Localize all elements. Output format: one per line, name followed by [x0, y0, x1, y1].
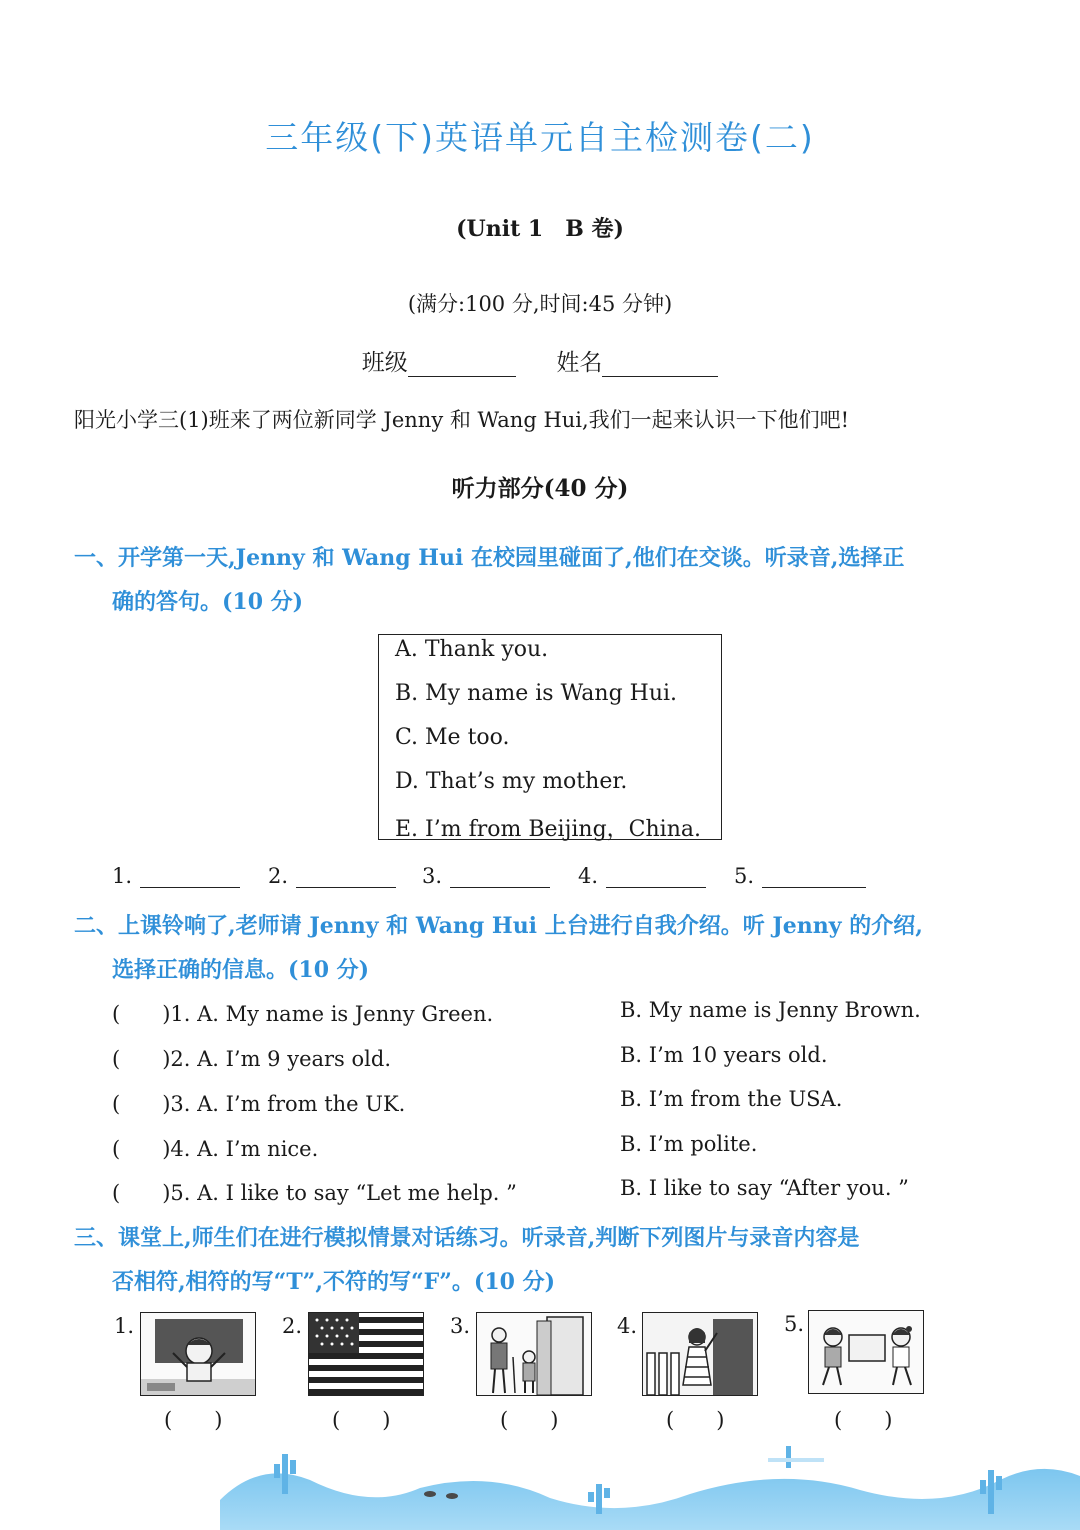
- answer-blank[interactable]: [140, 887, 240, 888]
- kids-box-icon: [809, 1311, 924, 1394]
- picture-usa-flag: [308, 1312, 424, 1396]
- picture-answer-paren[interactable]: ( ): [332, 1408, 391, 1432]
- answer-blank[interactable]: [762, 887, 866, 888]
- q2-item-3-a[interactable]: ( )3. A. I’m from the UK.: [112, 1092, 406, 1116]
- q2-heading-line2: 选择正确的信息。(10 分): [112, 957, 370, 983]
- q1-answer-3: [422, 864, 550, 888]
- q2-item-1-b: B. My name is Jenny Brown.: [620, 998, 921, 1022]
- girl-gate-icon: [643, 1313, 758, 1396]
- q2-item-3-b: B. I’m from the USA.: [620, 1087, 843, 1111]
- q3-heading: [74, 1216, 859, 1304]
- picture-girl-at-gate: [642, 1312, 758, 1396]
- q2-heading: [74, 904, 923, 992]
- q1-option-c: C. Me too.: [395, 725, 510, 750]
- boy-waving-icon: [141, 1313, 256, 1396]
- q1-heading-line1: 一、开学第一天,Jenny 和 Wang Hui 在校园里碰面了,他们在交谈。听录音,选择正: [74, 545, 905, 571]
- picture-boy-greeting: [140, 1312, 256, 1396]
- answer-number: 4.: [578, 864, 599, 888]
- picture-answer-paren[interactable]: ( ): [164, 1408, 223, 1432]
- score-time-info: (满分:100 分,时间:45 分钟): [407, 292, 673, 316]
- q1-answer-1: [112, 864, 240, 888]
- q3-heading-line2: 否相符,相符的写“T”,不符的写“F”。(10 分): [112, 1269, 556, 1295]
- picture-answer-paren[interactable]: ( ): [500, 1408, 559, 1432]
- name-label: 姓名: [556, 350, 603, 376]
- name-row: [0, 344, 1080, 377]
- us-flag-icon: [309, 1313, 424, 1396]
- picture-number: 5.: [784, 1312, 805, 1336]
- listening-section-title: 听力部分(40 分): [451, 475, 629, 502]
- q2-item-2-a[interactable]: ( )2. A. I’m 9 years old.: [112, 1047, 391, 1071]
- q1-option-b: B. My name is Wang Hui.: [395, 681, 678, 706]
- intro-text: 阳光小学三(1)班来了两位新同学 Jenny 和 Wang Hui,我们一起来认识一下他们吧!: [74, 408, 850, 432]
- picture-answer-paren[interactable]: ( ): [834, 1408, 893, 1432]
- picture-number: 2.: [282, 1314, 303, 1338]
- old-man-door-icon: [477, 1313, 592, 1396]
- class-label: 班级: [361, 350, 408, 376]
- q1-option-a: A. Thank you.: [395, 637, 549, 662]
- picture-kids-carry-box: [808, 1310, 924, 1394]
- page-title: 三年级(下)英语单元自主检测卷(二): [265, 118, 815, 157]
- picture-number: 3.: [450, 1314, 471, 1338]
- q1-options-box: [378, 634, 722, 840]
- name-blank[interactable]: [602, 376, 718, 377]
- q2-item-5-a[interactable]: ( )5. A. I like to say “Let me help. ”: [112, 1181, 517, 1205]
- q1-heading: [74, 536, 904, 624]
- q2-item-2-b: B. I’m 10 years old.: [620, 1043, 828, 1067]
- unit-subtitle: (Unit 1 B 卷): [456, 216, 624, 242]
- q2-item-4-a[interactable]: ( )4. A. I’m nice.: [112, 1137, 319, 1161]
- picture-door-after-you: [476, 1312, 592, 1396]
- picture-answer-paren[interactable]: ( ): [666, 1408, 725, 1432]
- answer-number: 1.: [112, 864, 133, 888]
- q3-heading-line1: 三、课堂上,师生们在进行模拟情景对话练习。听录音,判断下列图片与录音内容是: [74, 1225, 860, 1251]
- answer-number: 2.: [268, 864, 289, 888]
- answer-number: 3.: [422, 864, 443, 888]
- q1-option-d: D. That’s my mother.: [395, 769, 628, 794]
- desert-footer-decoration: [220, 1440, 1080, 1530]
- q1-heading-line2: 确的答句。(10 分): [112, 589, 304, 615]
- q1-answer-5: [734, 864, 866, 888]
- answer-blank[interactable]: [606, 887, 706, 888]
- q2-item-4-b: B. I’m polite.: [620, 1132, 758, 1156]
- answer-number: 5.: [734, 864, 755, 888]
- q2-item-5-b: B. I like to say “After you. ”: [620, 1176, 909, 1200]
- answer-blank[interactable]: [296, 887, 396, 888]
- q1-option-e: E. I’m from Beijing，China.: [395, 817, 701, 842]
- picture-number: 1.: [114, 1314, 135, 1338]
- answer-blank[interactable]: [450, 887, 550, 888]
- q2-heading-line1: 二、上课铃响了,老师请 Jenny 和 Wang Hui 上台进行自我介绍。听 Jenny 的介绍,: [74, 913, 923, 939]
- picture-number: 4.: [617, 1314, 638, 1338]
- q1-answer-4: [578, 864, 706, 888]
- q2-item-1-a[interactable]: ( )1. A. My name is Jenny Green.: [112, 1002, 494, 1026]
- q1-answer-2: [268, 864, 396, 888]
- class-blank[interactable]: [408, 376, 516, 377]
